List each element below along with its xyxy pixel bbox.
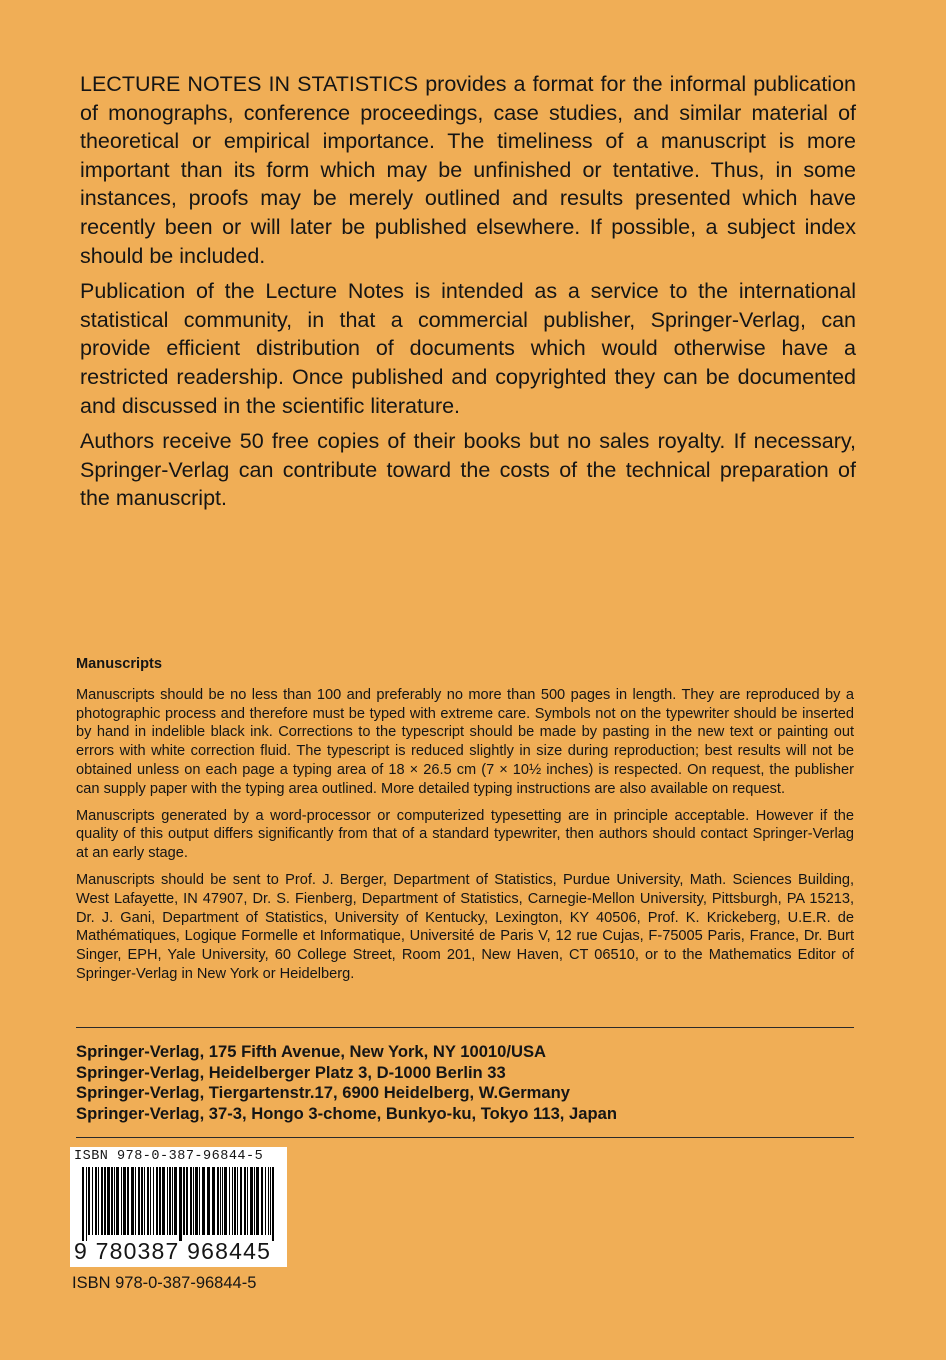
barcode-bar	[95, 1167, 97, 1235]
barcode-bar	[86, 1167, 87, 1241]
barcode-bar	[179, 1167, 182, 1241]
barcode-bar	[272, 1167, 274, 1241]
barcode-bar	[186, 1167, 188, 1235]
manuscripts-paragraph-1: Manuscripts should be no less than 100 and preferably no more than 500 pages in length. They are reproduced by a photographic process and therefore must be typed with extreme care. Symbols not on the typewriter should be inserted by hand in indelible black ink. Corrections to the typescript should be made by pasting in the new text or painting out errors with white correction fluid. The typescript is reduced slightly in size during reproduction; best results will not be obtained unless on each page a typing area of 18 × 26.5 cm (7 × 10½ inches) is respected. On request, the publisher can supply paper with the typing area outlined. More detailed typing instructions are also available on request.	[76, 686, 854, 797]
barcode-bar	[159, 1167, 161, 1235]
intro-paragraph-3: Authors receive 50 free copies of their books but no sales royalty. If necessary, Springer-Verlag can contribute toward the costs of the technical preparation of the manuscript.	[80, 429, 856, 511]
barcode-bar	[127, 1167, 129, 1235]
barcode-bar	[111, 1167, 113, 1235]
barcode-bar	[141, 1167, 143, 1235]
barcode-bar	[261, 1167, 263, 1235]
manuscripts-section	[76, 655, 854, 992]
manuscripts-heading: Manuscripts	[76, 656, 162, 672]
barcode-isbn-label: ISBN 978-0-387-96844-5	[74, 1149, 264, 1164]
barcode-bar	[101, 1167, 103, 1235]
series-title: LECTURE NOTES IN STATISTICS	[80, 72, 419, 96]
manuscripts-paragraph-2: Manuscripts generated by a word-processor or computerized typesetting are in principle acceptable. However if the quality of this output differs significantly from that of a standard typewriter, then authors should contact Springer-Verlag at an early stage.	[76, 807, 854, 862]
barcode-bar	[222, 1167, 223, 1235]
barcode-bars	[80, 1167, 280, 1243]
barcode-bar	[220, 1167, 221, 1235]
barcode-bar	[234, 1167, 236, 1235]
barcode-bar	[229, 1167, 230, 1235]
barcode-bar	[98, 1167, 99, 1235]
barcode-bar	[114, 1167, 115, 1235]
barcode-bar	[237, 1167, 238, 1235]
intro-paragraph-1	[80, 70, 856, 270]
barcode-bar	[190, 1167, 192, 1235]
manuscripts-paragraph-3: Manuscripts should be sent to Prof. J. Berger, Department of Statistics, Purdue University, Math. Sciences Building, West Lafayette, IN 47907, Dr. S. Fienberg, Department of Statistics, Carnegie-Mellon University, Pittsburgh, PA 15213, Dr. J. Gani, Department of Statistics, University of Kentucky, Lexington, KY 40506, Prof. K. Krickeberg, U.E.R. de Mathématiques, Logique Formelle et Informatique, Université de Paris V, 12 rue Cujas, F-75005 Paris, France, Dr. Burt Singer, EPH, Yale University, 60 College Street, Room 201, New Haven, CT 06510, or to the Mathematics Editor of Springer-Verlag in New York or Heidelberg.	[76, 871, 854, 982]
address-berlin: Springer-Verlag, Heidelberger Platz 3, D-1000 Berlin 33	[76, 1062, 506, 1082]
barcode-bar	[247, 1167, 248, 1235]
barcode-bar	[150, 1167, 151, 1235]
barcode-bar	[169, 1167, 171, 1235]
barcode-bar	[123, 1167, 126, 1235]
barcode-bar	[88, 1167, 90, 1235]
intro-section	[80, 70, 856, 520]
address-new-york: Springer-Verlag, 175 Fifth Avenue, New York, NY 10010/USA	[76, 1042, 547, 1061]
barcode-bar	[270, 1167, 271, 1235]
barcode-bar	[265, 1167, 266, 1235]
barcode-bar	[107, 1167, 110, 1235]
barcode-bar	[207, 1167, 210, 1235]
barcode-digits: 9 780387 968445	[74, 1238, 272, 1264]
barcode-bar	[268, 1167, 269, 1235]
barcode-bar	[256, 1167, 259, 1235]
barcode-bar	[217, 1167, 219, 1235]
barcode-bar	[254, 1167, 255, 1235]
barcode-bar	[153, 1167, 154, 1235]
barcode-bar	[82, 1167, 84, 1241]
barcode-bar	[92, 1167, 93, 1235]
divider-bottom	[76, 1137, 854, 1138]
barcode-bar	[250, 1167, 253, 1235]
isbn-text: ISBN 978-0-387-96844-5	[72, 1274, 257, 1292]
intro-paragraph-1-text: provides a format for the informal publication of monographs, conference proceedings, case studies, and similar material of theoretical or empirical importance. The timeliness of a manuscript is more important than its form which may be unfinished or tentative. Thus, in some instances, proofs may be merely outlined and results presented which have recently been or will later be published elsewhere. If possible, a subject index should be included.	[80, 72, 856, 268]
barcode-bar	[147, 1167, 149, 1235]
barcode-bar	[135, 1167, 136, 1235]
barcode-bar	[162, 1167, 165, 1235]
divider-top	[76, 1027, 854, 1028]
barcode-bar	[195, 1167, 198, 1235]
address-heidelberg: Springer-Verlag, Tiergartenstr.17, 6900 Heidelberg, W.Germany	[76, 1083, 571, 1103]
barcode-bar	[202, 1167, 205, 1235]
publisher-addresses	[76, 1042, 854, 1124]
barcode-bar	[174, 1167, 177, 1235]
barcode-bar	[167, 1167, 168, 1235]
barcode-bar	[232, 1167, 233, 1235]
barcode-bar	[121, 1167, 122, 1235]
address-tokyo: Springer-Verlag, 37-3, Hongo 3-chome, Bunkyo-ku, Tokyo 113, Japan	[76, 1103, 617, 1123]
barcode-bar	[212, 1167, 215, 1235]
barcode-bar	[183, 1167, 185, 1235]
barcode-bar	[116, 1167, 119, 1235]
intro-paragraph-2: Publication of the Lecture Notes is intended as a service to the international statistical community, in that a commercial publisher, Springer-Verlag, can provide efficient distribution of documents which would otherwise have a restricted readership. Once published and copyrighted they can be documented and discussed in the scientific literature.	[80, 279, 856, 418]
barcode-bar	[156, 1167, 158, 1235]
barcode-bar	[131, 1167, 134, 1235]
barcode-bar	[199, 1167, 200, 1235]
barcode-bar	[172, 1167, 173, 1235]
barcode-bar	[240, 1167, 242, 1235]
barcode-bar	[144, 1167, 145, 1235]
barcode-bar	[224, 1167, 227, 1235]
barcode-bar	[244, 1167, 246, 1235]
barcode-bar	[138, 1167, 140, 1235]
barcode-bar	[104, 1167, 106, 1235]
barcode	[70, 1147, 287, 1267]
barcode-bar	[193, 1167, 194, 1235]
